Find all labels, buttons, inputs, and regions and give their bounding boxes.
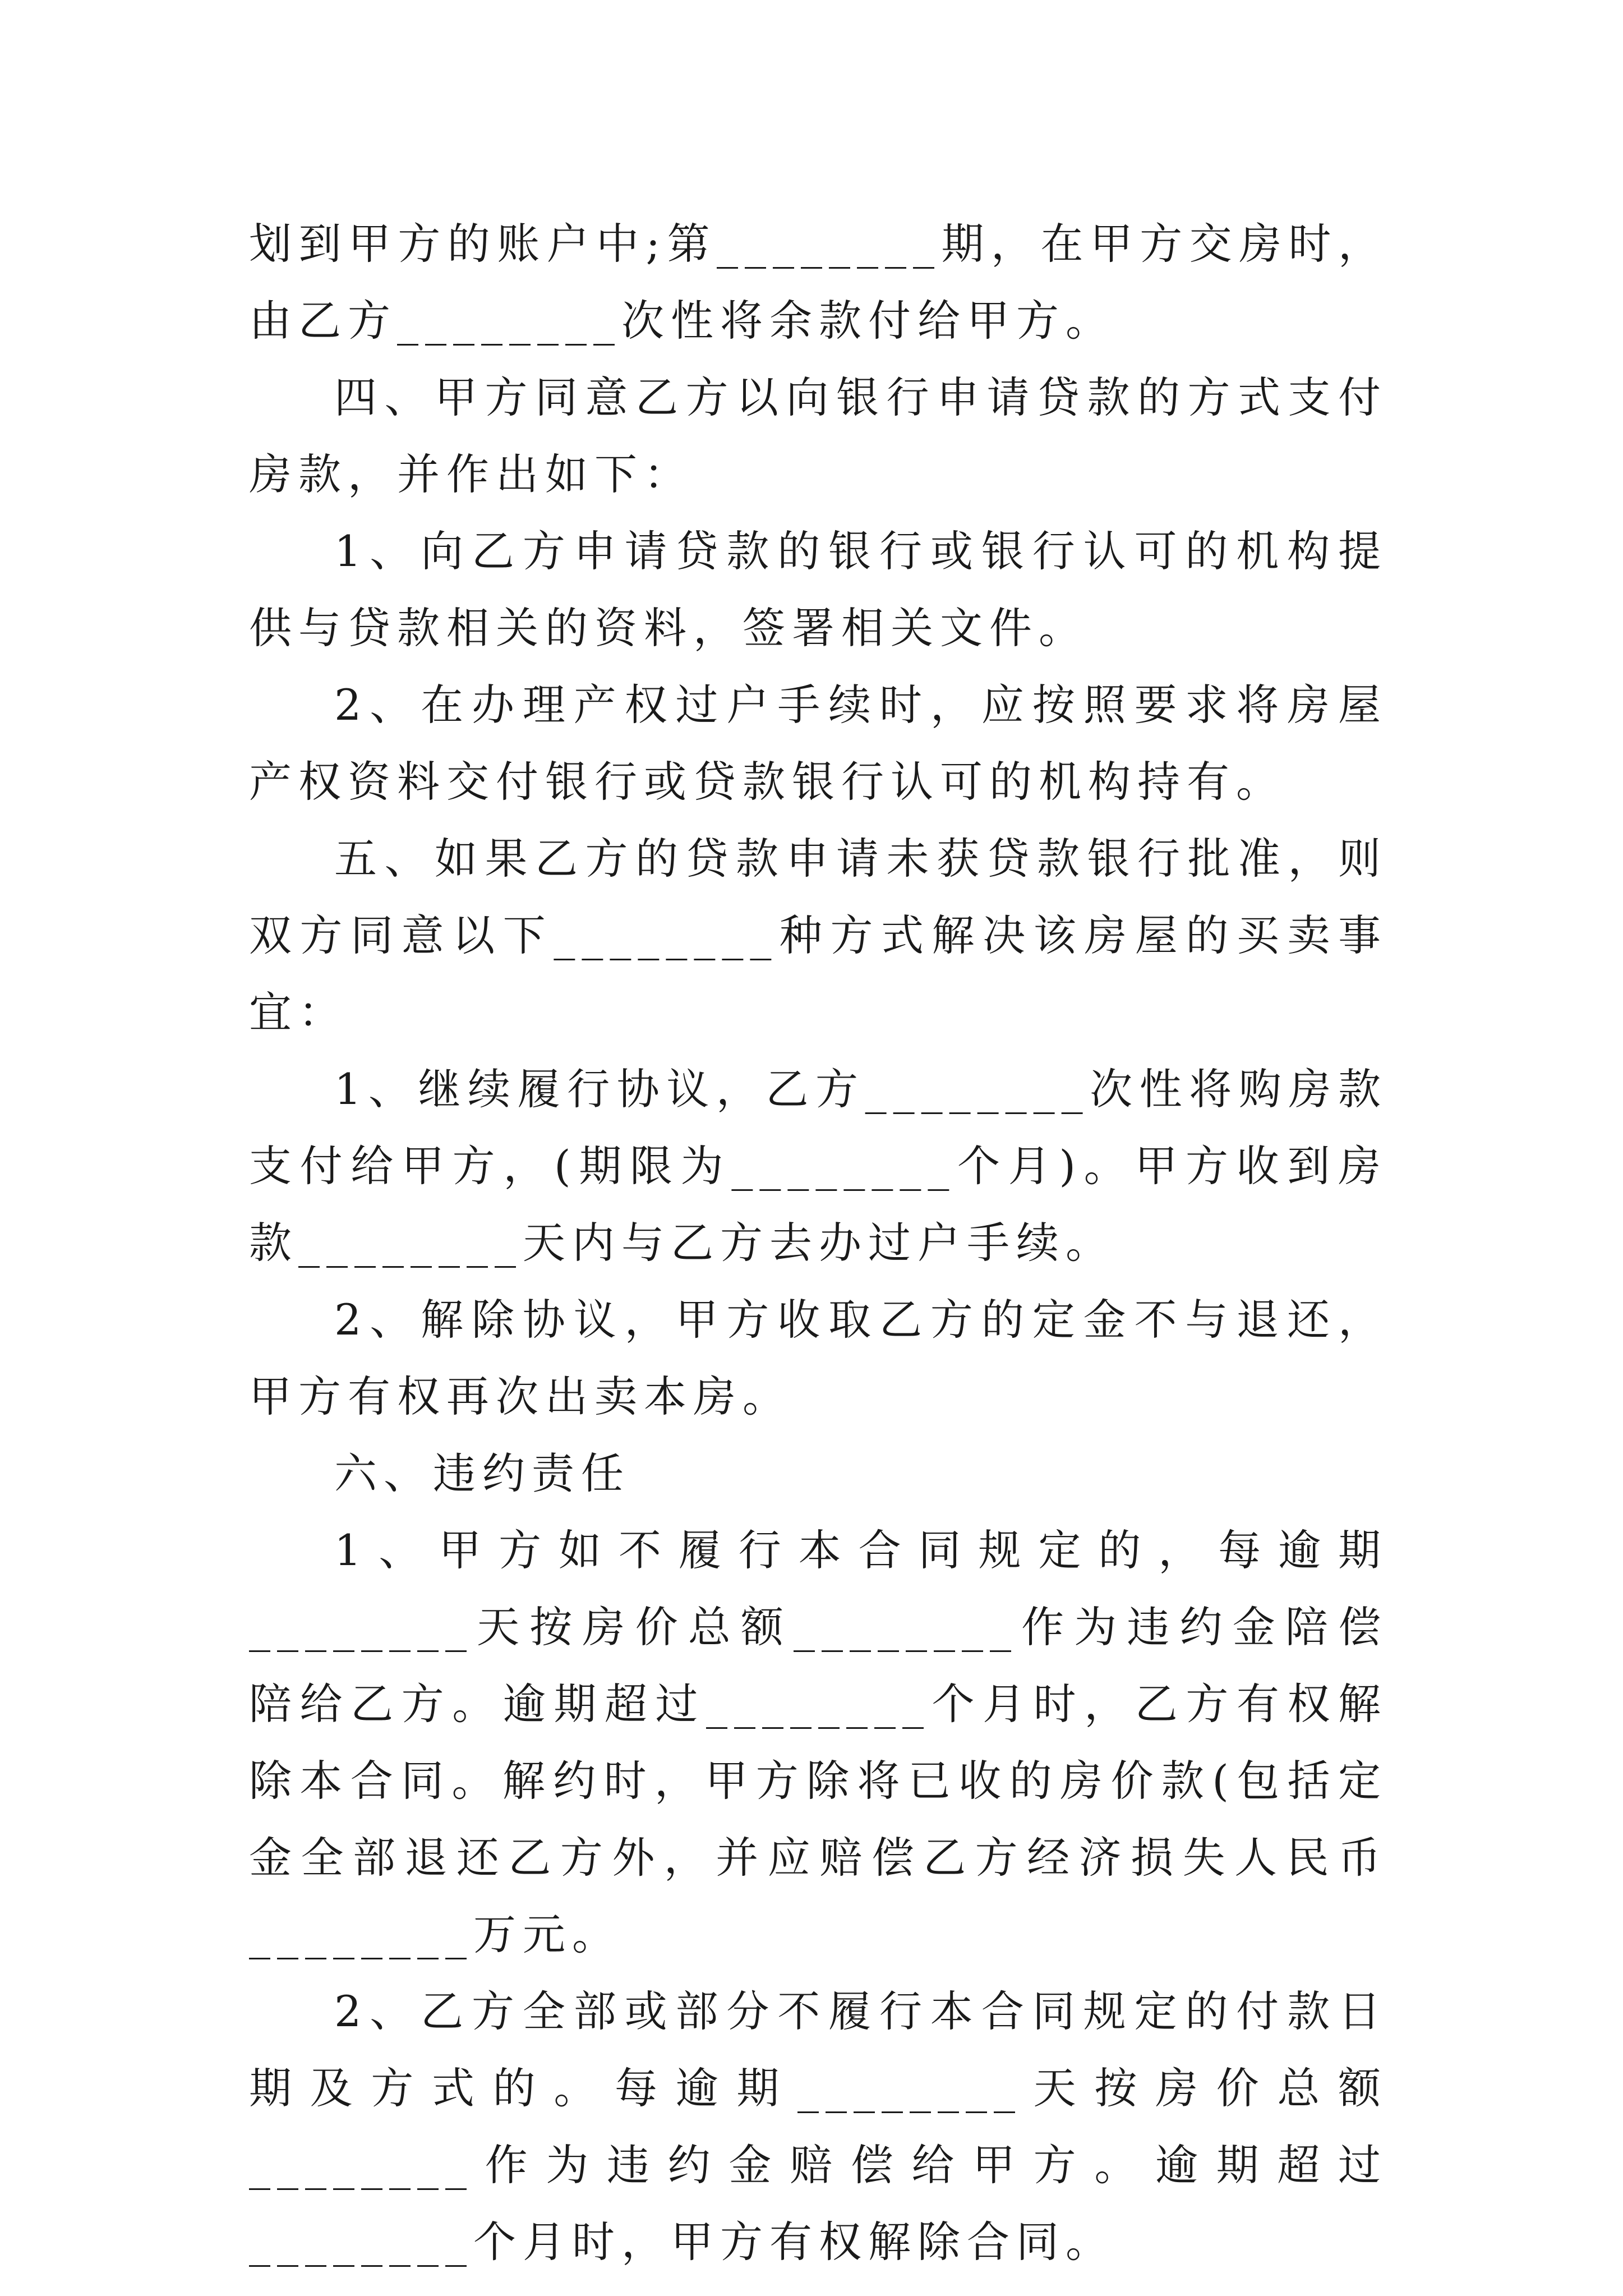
- paragraph-section-4-item-2: 2、在办理产权过户手续时，应按照要求将房屋产权资料交付银行或贷款银行认可的机构持有。: [249, 680, 1387, 807]
- paragraph-section-4-item-1: 1、向乙方申请贷款的银行或银行认可的机构提供与贷款相关的资料，签署相关文件。: [249, 526, 1387, 653]
- paragraph-payment-continued: 划到甲方的账户中;第________期，在甲方交房时，由乙方________次性将余款付给甲方。: [249, 219, 1387, 346]
- paragraph-section-4: 四、甲方同意乙方以向银行申请贷款的方式支付房款，并作出如下：: [249, 372, 1387, 499]
- document-page: [249, 205, 1387, 2280]
- paragraph-section-5-item-1: 1、继续履行协议，乙方________次性将购房款支付给甲方，(期限为________个月)。甲方收到房款________天内与乙方去办过户手续。: [249, 1064, 1387, 1268]
- paragraph-section-5-item-2: 2、解除协议，甲方收取乙方的定金不与退还，甲方有权再次出卖本房。: [249, 1295, 1387, 1421]
- paragraph-section-6-item-2: 2、乙方全部或部分不履行本合同规定的付款日期及方式的。每逾期________天按房价总额________作为违约金赔偿给甲方。逾期超过________个月时，甲方有权解除合同。: [249, 1986, 1387, 2267]
- paragraph-section-6-heading: 六、违约责任: [334, 1448, 630, 1498]
- paragraph-section-5: 五、如果乙方的贷款申请未获贷款银行批准，则双方同意以下________种方式解决该房屋的买卖事宜：: [249, 834, 1387, 1037]
- paragraph-section-6-item-1: 1、甲方如不履行本合同规定的，每逾期________天按房价总额________作为违约金陪偿陪给乙方。逾期超过________个月时，乙方有权解除本合同。解约时，甲方除将已收的房价款(包括定金全部退还乙方外，并应赔偿乙方经济损失人民币________万元。: [249, 1525, 1387, 1959]
